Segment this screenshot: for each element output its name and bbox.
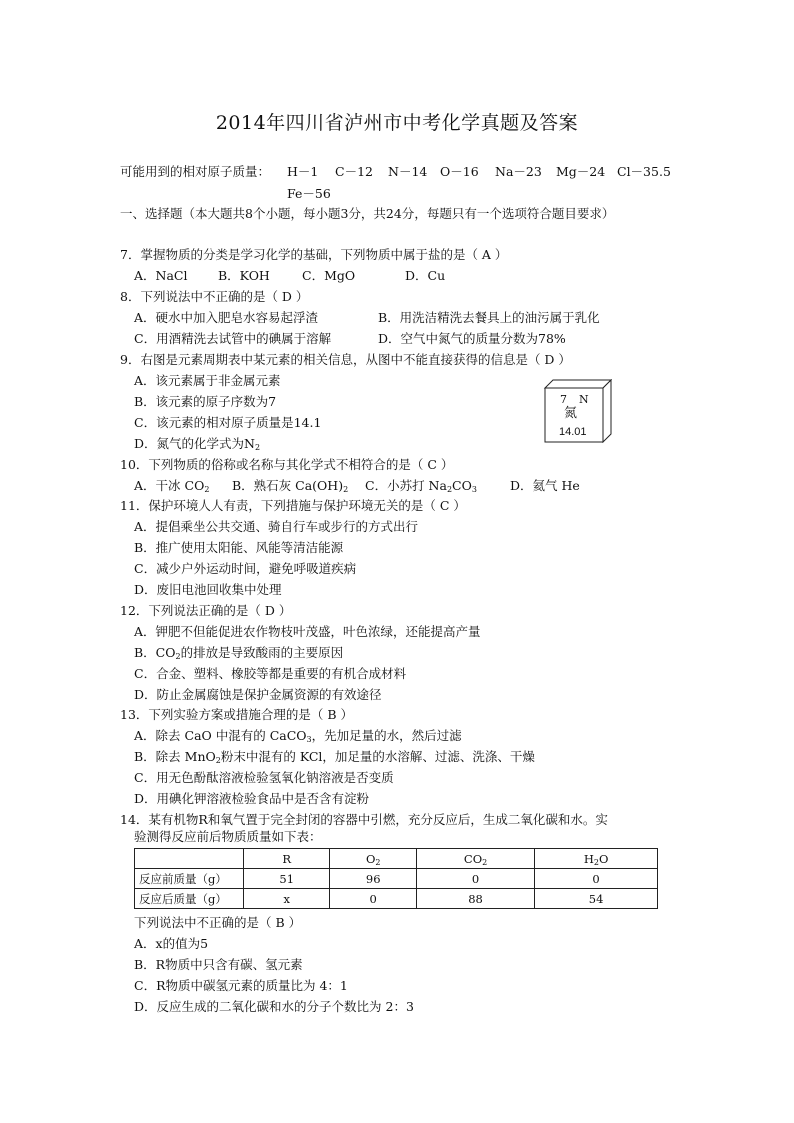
table-cell: 0 xyxy=(535,869,658,889)
atomic-mass-mg: Mg－24 xyxy=(556,164,606,179)
table-cell: x xyxy=(244,889,330,909)
q14-option-d: D．反应生成的二氧化碳和水的分子个数比为 2：3 xyxy=(134,999,414,1014)
table-header-cell: $H_2O$ xyxy=(535,849,658,869)
page-title: 2014年四川省泸州市中考化学真题及答案 xyxy=(215,112,579,134)
table-cell: 96 xyxy=(330,869,416,889)
q14-option-b: B．R物质中只含有碳、氢元素 xyxy=(134,957,303,972)
section-header: 一、选择题（本大题共8个小题，每小题3分，共24分，每题只有一个选项符合题目要求） xyxy=(120,206,615,221)
q13-option-b: B．除去 MnO$_2$粉末中混有的 KCl，加足量的水溶解、过滤、洗涤、干燥 xyxy=(134,749,535,765)
q13-option-a: A．除去 CaO 中混有的 CaCO$_3$，先加足量的水，然后过滤 xyxy=(134,728,462,744)
table-cell: 反应前质量（g） xyxy=(135,869,244,889)
table-header-cell: $CO_2$ xyxy=(416,849,534,869)
q10-option-a: A．干冰 $CO_2$ xyxy=(134,478,210,494)
table-cell: 0 xyxy=(416,869,534,889)
q9-stem: 9．右图是元素周期表中某元素的相关信息，从图中不能直接获得的信息是（ D ） xyxy=(120,352,571,367)
q12-option-b: B．$CO_2$的排放是导致酸雨的主要原因 xyxy=(134,645,344,661)
q13-stem: 13．下列实验方案或措施合理的是（ B ） xyxy=(120,707,354,722)
q14-option-c: C．R物质中碳氢元素的质量比为 4：1 xyxy=(134,978,348,993)
q11-option-b: B．推广使用太阳能、风能等清洁能源 xyxy=(134,540,344,555)
table-row xyxy=(135,889,658,909)
q11-option-c: C．减少户外运动时间，避免呼吸道疾病 xyxy=(134,561,357,576)
q14-mass-table xyxy=(134,848,658,909)
q9-option-d: D．氮气的化学式为$N_2$ xyxy=(134,436,261,452)
q10-option-b: B．熟石灰 $Ca(OH)_2$ xyxy=(232,478,349,494)
q9-option-b: B．该元素的原子序数为7 xyxy=(134,394,277,409)
element-name: 氮 xyxy=(564,406,578,421)
q10-option-c: C．小苏打 $Na_2CO_3$ xyxy=(365,478,477,494)
q9-option-c: C．该元素的相对原子质量是14.1 xyxy=(134,415,322,430)
q10-stem: 10．下列物质的俗称或名称与其化学式不相符合的是（ C ） xyxy=(120,457,454,472)
atomic-mass-cl: Cl－35.5 xyxy=(617,164,671,179)
q11-option-d: D．废旧电池回收集中处理 xyxy=(134,582,282,597)
q14-question: 下列说法中不正确的是（ B ） xyxy=(134,915,302,930)
table-cell: 51 xyxy=(244,869,330,889)
table-header-cell: $O_2$ xyxy=(330,849,416,869)
q8-option-b: B．用洗洁精洗去餐具上的油污属于乳化 xyxy=(378,310,600,325)
atomic-mass-n: N－14 xyxy=(388,164,428,179)
table-cell: 反应后质量（g） xyxy=(135,889,244,909)
q13-option-d: D．用碘化钾溶液检验食品中是否含有淀粉 xyxy=(134,791,370,806)
table-header-cell: R xyxy=(244,849,330,869)
q12-option-d: D．防止金属腐蚀是保护金属资源的有效途径 xyxy=(134,687,382,702)
table-cell: 0 xyxy=(330,889,416,909)
atomic-mass-c: C－12 xyxy=(335,164,373,179)
q12-option-a: A．钾肥不但能促进农作物枝叶茂盛，叶色浓绿，还能提高产量 xyxy=(134,624,481,639)
q14-stem-line2: 验测得反应前后物质质量如下表： xyxy=(134,829,322,844)
q14-stem-line1: 14．某有机物R和氧气置于完全封闭的容器中引燃，充分反应后，生成二氧化碳和水。实 xyxy=(120,812,608,827)
atomic-mass-na: Na－23 xyxy=(495,164,542,179)
table-cell: 54 xyxy=(535,889,658,909)
q12-option-c: C．合金、塑料、橡胶等都是重要的有机合成材料 xyxy=(134,666,407,681)
q7-option-d: D．Cu xyxy=(405,268,446,283)
q12-stem: 12．下列说法正确的是（ D ） xyxy=(120,603,292,618)
element-mass: 14.01 xyxy=(559,426,587,438)
table-row xyxy=(135,869,658,889)
element-symbol: N xyxy=(579,393,589,406)
atomic-mass-label: 可能用到的相对原子质量： xyxy=(120,164,271,179)
atomic-mass-o: O－16 xyxy=(440,164,479,179)
atomic-mass-h: H－1 xyxy=(287,164,319,179)
q10-option-d: D．氦气 He xyxy=(510,478,580,493)
q7-option-c: C．MgO xyxy=(302,268,356,283)
q11-option-a: A．提倡乘坐公共交通、骑自行车或步行的方式出行 xyxy=(134,519,419,534)
q7-option-a: A．NaCl xyxy=(134,268,188,283)
q11-stem: 11．保护环境人人有责，下列措施与保护环境无关的是（ C ） xyxy=(120,498,466,513)
q8-option-a: A．硬水中加入肥皂水容易起浮渣 xyxy=(134,310,319,325)
table-header-cell xyxy=(135,849,244,869)
table-cell: 88 xyxy=(416,889,534,909)
q8-option-c: C．用酒精洗去试管中的碘属于溶解 xyxy=(134,331,332,346)
q8-option-d: D．空气中氮气的质量分数为78% xyxy=(378,331,566,346)
q7-stem: 7．掌握物质的分类是学习化学的基础，下列物质中属于盐的是（ A ） xyxy=(120,247,508,262)
q14-option-a: A．x的值为5 xyxy=(134,936,209,951)
q8-stem: 8．下列说法中不正确的是（ D ） xyxy=(120,289,309,304)
atomic-mass-fe: Fe－56 xyxy=(287,186,331,201)
q7-option-b: B．KOH xyxy=(218,268,270,283)
table-header-row xyxy=(135,849,658,869)
q9-option-a: A．该元素属于非金属元素 xyxy=(134,373,281,388)
q13-option-c: C．用无色酚酞溶液检验氢氧化钠溶液是否变质 xyxy=(134,770,394,785)
element-number: 7 xyxy=(560,393,567,406)
